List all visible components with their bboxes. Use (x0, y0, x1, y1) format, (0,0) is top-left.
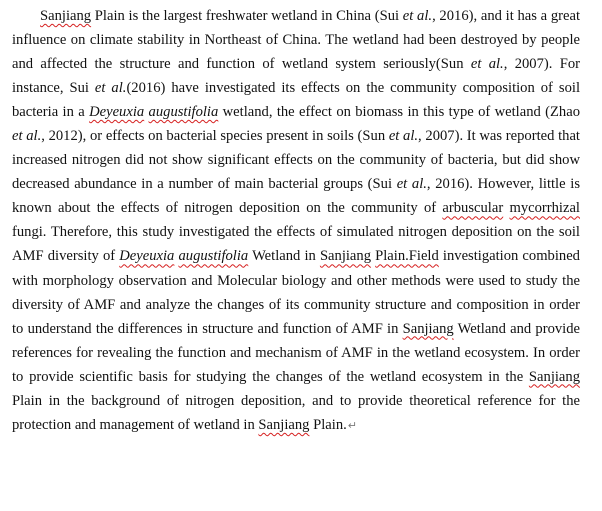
spellcheck-flagged-word: Plain.Field (375, 248, 439, 265)
text-run: , 2016). However, little is known about the effects of nitrogen deposition on the community of (12, 176, 580, 217)
italic-text-run: et al. (94, 80, 127, 97)
text-run: , 2016), and it has a great influence on climate stability in Northeast of China. The wetland had been destroyed by people and affected the structure and function of wetland system seriously(Sun (12, 8, 580, 73)
text-run: Plain in the background of nitrogen deposition, and to provide theoretical reference for the protection and management of wetland in (12, 392, 580, 433)
spellcheck-flagged-word: Sanjiang (528, 368, 580, 385)
paragraph-mark-icon: ↵ (347, 418, 357, 432)
text-run: Plain. (309, 416, 347, 433)
text-run: Wetland in (248, 248, 320, 265)
spellcheck-flagged-word: Sanjiang (402, 320, 454, 337)
spellcheck-flagged-word: augustifolia (178, 248, 249, 265)
italic-text-run: et al. (470, 56, 504, 73)
text-run: , 2012), or effects on bacterial species present in soils (Sun (41, 128, 389, 145)
spellcheck-flagged-word: mycorrhizal (509, 200, 580, 217)
text-run: (2016) have investigated its effects on the community composition of soil bacteria in a (12, 80, 580, 121)
text-run: Wetland and provide references for revealing the function and mechanism of AMF in the wetland ecosystem. In order to provide scientific basis for studying the changes of the wetland ecosystem in the (12, 320, 580, 385)
text-run: fungi. Therefore, this study investigated the effects of simulated nitrogen deposition on the soil AMF diversity of (12, 224, 580, 265)
italic-text-run: et al. (396, 176, 427, 193)
text-run: Plain is the largest freshwater wetland in China (Sui (91, 8, 403, 24)
spellcheck-flagged-word: Sanjiang (258, 416, 310, 433)
spellcheck-flagged-word: augustifolia (148, 104, 219, 121)
spellcheck-flagged-word: Sanjiang (40, 8, 92, 24)
text-run: wetland, the effect on biomass in this type of wetland (Zhao (218, 104, 580, 121)
italic-text-run: et al. (12, 128, 42, 145)
italic-text-run: et al. (388, 128, 419, 145)
text-run: investigation combined with morphology observation and Molecular biology and other methods were used to study the diversity of AMF and analyze the changes of its community structure and composition in order to understand the differences in structure and function of AMF in (12, 248, 580, 337)
spellcheck-flagged-word: Deyeuxia (89, 104, 145, 121)
spellcheck-flagged-word: Deyeuxia (119, 248, 175, 265)
italic-text-run: et al. (402, 8, 433, 24)
body-paragraph[interactable] (12, 4, 580, 438)
text-run: , 2007). It was reported that increased nitrogen did not show significant effects on the community of bacteria, but did show decreased abundance in a number of main bacterial groups (Sui (12, 128, 580, 193)
spellcheck-flagged-word: arbuscular (442, 200, 504, 217)
spellcheck-flagged-word: Sanjiang (319, 248, 372, 265)
text-run: , 2007). For instance, Sui (12, 56, 580, 97)
